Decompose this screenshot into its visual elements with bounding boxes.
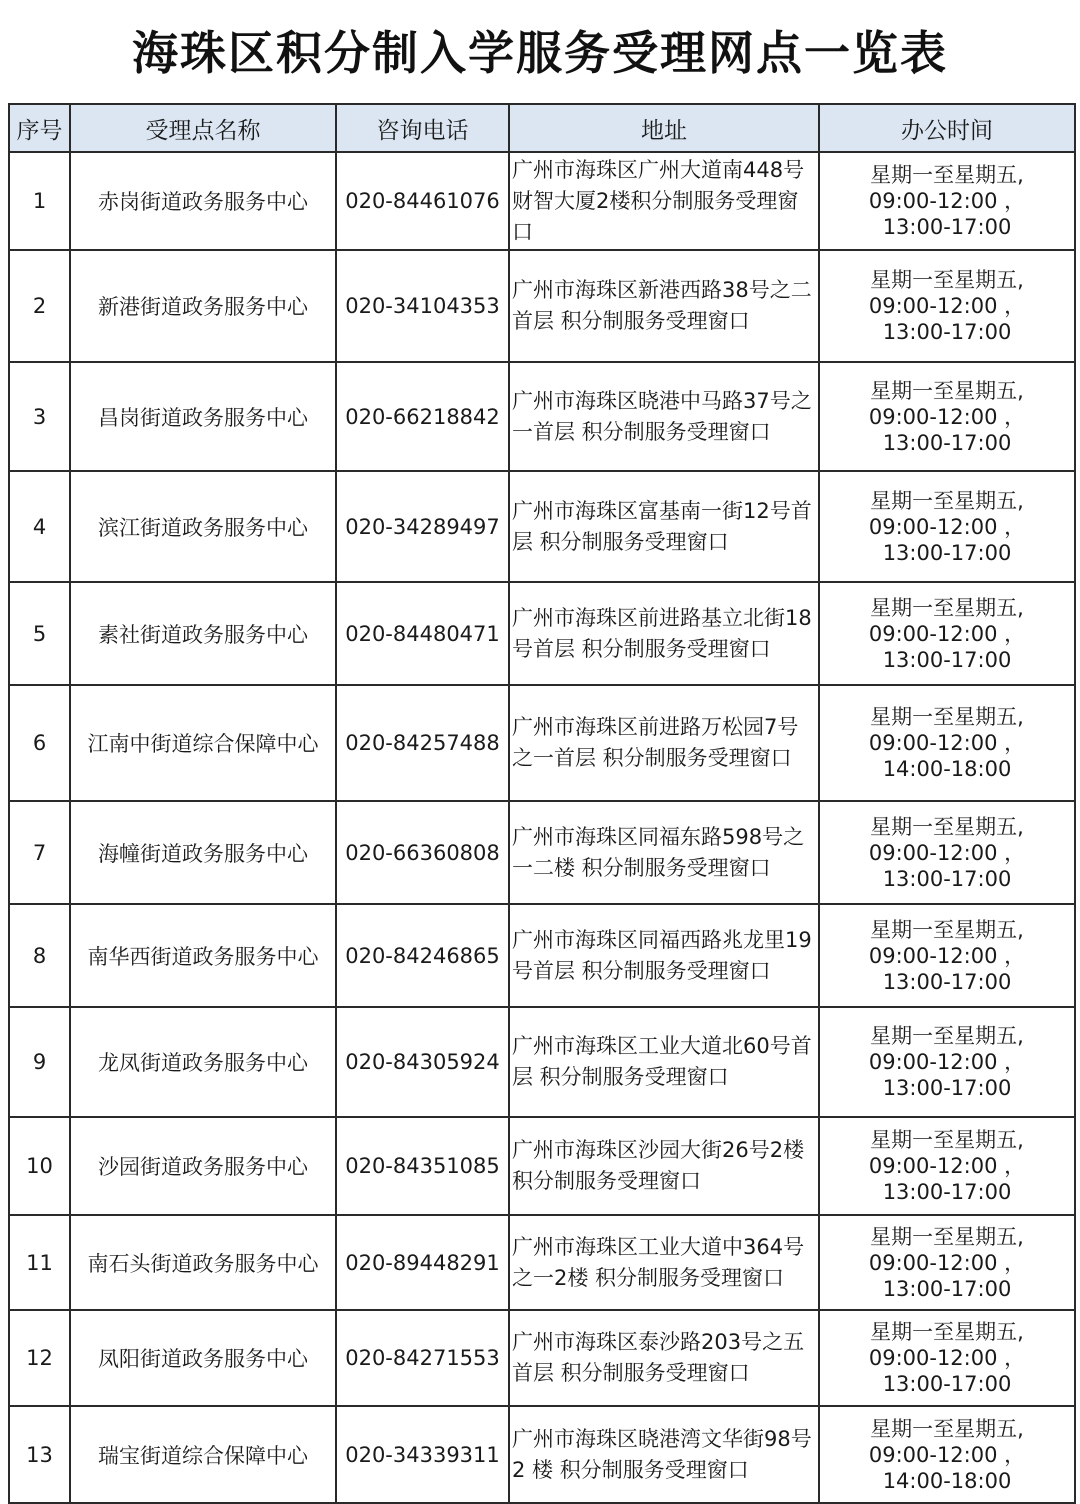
cell-address: 广州市海珠区工业大道中364号之一2楼 积分制服务受理窗口	[509, 1215, 819, 1310]
cell-office-hours	[819, 801, 1075, 904]
office-days: 星期一至星期五,	[870, 1224, 1024, 1249]
cell-service-point-name: 龙凤街道政务服务中心	[70, 1007, 336, 1117]
cell-serial-number: 3	[9, 362, 70, 471]
table-row	[9, 152, 1075, 250]
afternoon-hours: 14:00-18:00	[882, 757, 1012, 781]
afternoon-hours: 13:00-17:00	[882, 1276, 1012, 1301]
cell-address: 广州市海珠区前进路基立北街18 号首层 积分制服务受理窗口	[509, 582, 819, 685]
cell-office-hours	[819, 1310, 1075, 1406]
office-days: 星期一至星期五,	[870, 705, 1024, 729]
table-header-row	[9, 104, 1075, 152]
cell-office-hours	[819, 904, 1075, 1007]
cell-consult-phone: 020-34104353	[336, 250, 509, 362]
morning-hours: 09:00-12:00 ，	[868, 404, 1026, 429]
afternoon-hours: 13:00-17:00	[882, 215, 1012, 239]
cell-address: 广州市海珠区工业大道北60号首层 积分制服务受理窗口	[509, 1007, 819, 1117]
cell-serial-number: 11	[9, 1215, 70, 1310]
afternoon-hours: 13:00-17:00	[882, 647, 1012, 672]
cell-serial-number: 13	[9, 1406, 70, 1503]
cell-address: 广州市海珠区晓港湾文华街98号2 楼 积分制服务受理窗口	[509, 1406, 819, 1503]
cell-office-hours	[819, 471, 1075, 582]
cell-consult-phone: 020-89448291	[336, 1215, 509, 1310]
afternoon-hours: 13:00-17:00	[882, 969, 1012, 994]
office-days: 星期一至星期五,	[870, 163, 1024, 187]
cell-address: 广州市海珠区广州大道南448号财智大厦2楼积分制服务受理窗口	[509, 152, 819, 250]
table-row	[9, 1406, 1075, 1503]
header-address: 地址	[509, 104, 819, 152]
cell-consult-phone: 020-84351085	[336, 1117, 509, 1215]
office-days: 星期一至星期五,	[870, 1416, 1024, 1441]
cell-service-point-name: 新港街道政务服务中心	[70, 250, 336, 362]
cell-office-hours	[819, 1406, 1075, 1503]
cell-service-point-name: 滨江街道政务服务中心	[70, 471, 336, 582]
morning-hours: 09:00-12:00 ，	[868, 731, 1026, 755]
cell-serial-number: 10	[9, 1117, 70, 1215]
table-row	[9, 1310, 1075, 1406]
table-row	[9, 582, 1075, 685]
office-days: 星期一至星期五,	[870, 814, 1024, 839]
cell-address: 广州市海珠区晓港中马路37号之一首层 积分制服务受理窗口	[509, 362, 819, 471]
cell-address: 广州市海珠区同福西路兆龙里19 号首层 积分制服务受理窗口	[509, 904, 819, 1007]
cell-consult-phone: 020-84246865	[336, 904, 509, 1007]
morning-hours: 09:00-12:00 ，	[868, 1442, 1026, 1467]
afternoon-hours: 13:00-17:00	[882, 866, 1012, 891]
office-days: 星期一至星期五,	[870, 268, 1024, 292]
office-days: 星期一至星期五,	[870, 1320, 1024, 1344]
cell-service-point-name: 昌岗街道政务服务中心	[70, 362, 336, 471]
cell-address: 广州市海珠区沙园大街26号2楼积分制服务受理窗口	[509, 1117, 819, 1215]
cell-service-point-name: 瑞宝街道综合保障中心	[70, 1406, 336, 1503]
cell-address: 广州市海珠区富基南一街12号首层 积分制服务受理窗口	[509, 471, 819, 582]
cell-office-hours	[819, 362, 1075, 471]
table-row	[9, 471, 1075, 582]
header-serial-number: 序号	[9, 104, 70, 152]
morning-hours: 09:00-12:00 ，	[868, 189, 1026, 213]
cell-service-point-name: 海幢街道政务服务中心	[70, 801, 336, 904]
morning-hours: 09:00-12:00 ，	[868, 1154, 1026, 1178]
morning-hours: 09:00-12:00 ，	[868, 514, 1026, 539]
morning-hours: 09:00-12:00 ，	[868, 1346, 1026, 1370]
table-row	[9, 1007, 1075, 1117]
page-title: 海珠区积分制入学服务受理网点一览表	[132, 26, 948, 80]
morning-hours: 09:00-12:00 ，	[868, 621, 1026, 646]
office-days: 星期一至星期五,	[870, 595, 1024, 620]
cell-service-point-name: 凤阳街道政务服务中心	[70, 1310, 336, 1406]
header-consult-phone: 咨询电话	[336, 104, 509, 152]
afternoon-hours: 13:00-17:00	[882, 430, 1012, 455]
cell-office-hours	[819, 582, 1075, 685]
header-service-point-name: 受理点名称	[70, 104, 336, 152]
cell-office-hours	[819, 1215, 1075, 1310]
office-days: 星期一至星期五,	[870, 488, 1024, 513]
cell-serial-number: 6	[9, 685, 70, 801]
cell-consult-phone: 020-66360808	[336, 801, 509, 904]
office-days: 星期一至星期五,	[870, 1128, 1024, 1152]
service-points-table	[8, 103, 1076, 1504]
morning-hours: 09:00-12:00 ，	[868, 1050, 1026, 1074]
office-days: 星期一至星期五,	[870, 1024, 1024, 1048]
cell-address: 广州市海珠区泰沙路203号之五首层 积分制服务受理窗口	[509, 1310, 819, 1406]
morning-hours: 09:00-12:00 ，	[868, 1250, 1026, 1275]
cell-serial-number: 1	[9, 152, 70, 250]
header-office-hours: 办公时间	[819, 104, 1075, 152]
cell-serial-number: 12	[9, 1310, 70, 1406]
cell-serial-number: 5	[9, 582, 70, 685]
cell-consult-phone: 020-84305924	[336, 1007, 509, 1117]
cell-consult-phone: 020-34339311	[336, 1406, 509, 1503]
table-row	[9, 685, 1075, 801]
office-days: 星期一至星期五,	[870, 917, 1024, 942]
cell-service-point-name: 南石头街道政务服务中心	[70, 1215, 336, 1310]
morning-hours: 09:00-12:00 ，	[868, 840, 1026, 865]
cell-service-point-name: 南华西街道政务服务中心	[70, 904, 336, 1007]
cell-serial-number: 4	[9, 471, 70, 582]
afternoon-hours: 13:00-17:00	[882, 1180, 1012, 1204]
afternoon-hours: 13:00-17:00	[882, 1372, 1012, 1396]
cell-address: 广州市海珠区前进路万松园7号之一首层 积分制服务受理窗口	[509, 685, 819, 801]
office-days: 星期一至星期五,	[870, 378, 1024, 403]
cell-serial-number: 7	[9, 801, 70, 904]
cell-service-point-name: 赤岗街道政务服务中心	[70, 152, 336, 250]
cell-consult-phone: 020-84271553	[336, 1310, 509, 1406]
cell-address: 广州市海珠区同福东路598号之一二楼 积分制服务受理窗口	[509, 801, 819, 904]
afternoon-hours: 13:00-17:00	[882, 1076, 1012, 1100]
cell-serial-number: 2	[9, 250, 70, 362]
cell-consult-phone: 020-84461076	[336, 152, 509, 250]
table-row	[9, 362, 1075, 471]
afternoon-hours: 13:00-17:00	[882, 540, 1012, 565]
table-row	[9, 904, 1075, 1007]
cell-office-hours	[819, 685, 1075, 801]
afternoon-hours: 14:00-18:00	[882, 1468, 1012, 1493]
table-row	[9, 801, 1075, 904]
cell-consult-phone: 020-34289497	[336, 471, 509, 582]
cell-consult-phone: 020-84257488	[336, 685, 509, 801]
cell-service-point-name: 素社街道政务服务中心	[70, 582, 336, 685]
cell-office-hours	[819, 1117, 1075, 1215]
table-row	[9, 1215, 1075, 1310]
cell-service-point-name: 沙园街道政务服务中心	[70, 1117, 336, 1215]
table-row	[9, 1117, 1075, 1215]
morning-hours: 09:00-12:00 ，	[868, 943, 1026, 968]
table-row	[9, 250, 1075, 362]
cell-consult-phone: 020-66218842	[336, 362, 509, 471]
cell-service-point-name: 江南中街道综合保障中心	[70, 685, 336, 801]
cell-serial-number: 8	[9, 904, 70, 1007]
cell-serial-number: 9	[9, 1007, 70, 1117]
cell-office-hours	[819, 152, 1075, 250]
cell-office-hours	[819, 250, 1075, 362]
morning-hours: 09:00-12:00 ，	[868, 294, 1026, 318]
cell-consult-phone: 020-84480471	[336, 582, 509, 685]
cell-address: 广州市海珠区新港西路38号之二首层 积分制服务受理窗口	[509, 250, 819, 362]
cell-office-hours	[819, 1007, 1075, 1117]
afternoon-hours: 13:00-17:00	[882, 320, 1012, 344]
